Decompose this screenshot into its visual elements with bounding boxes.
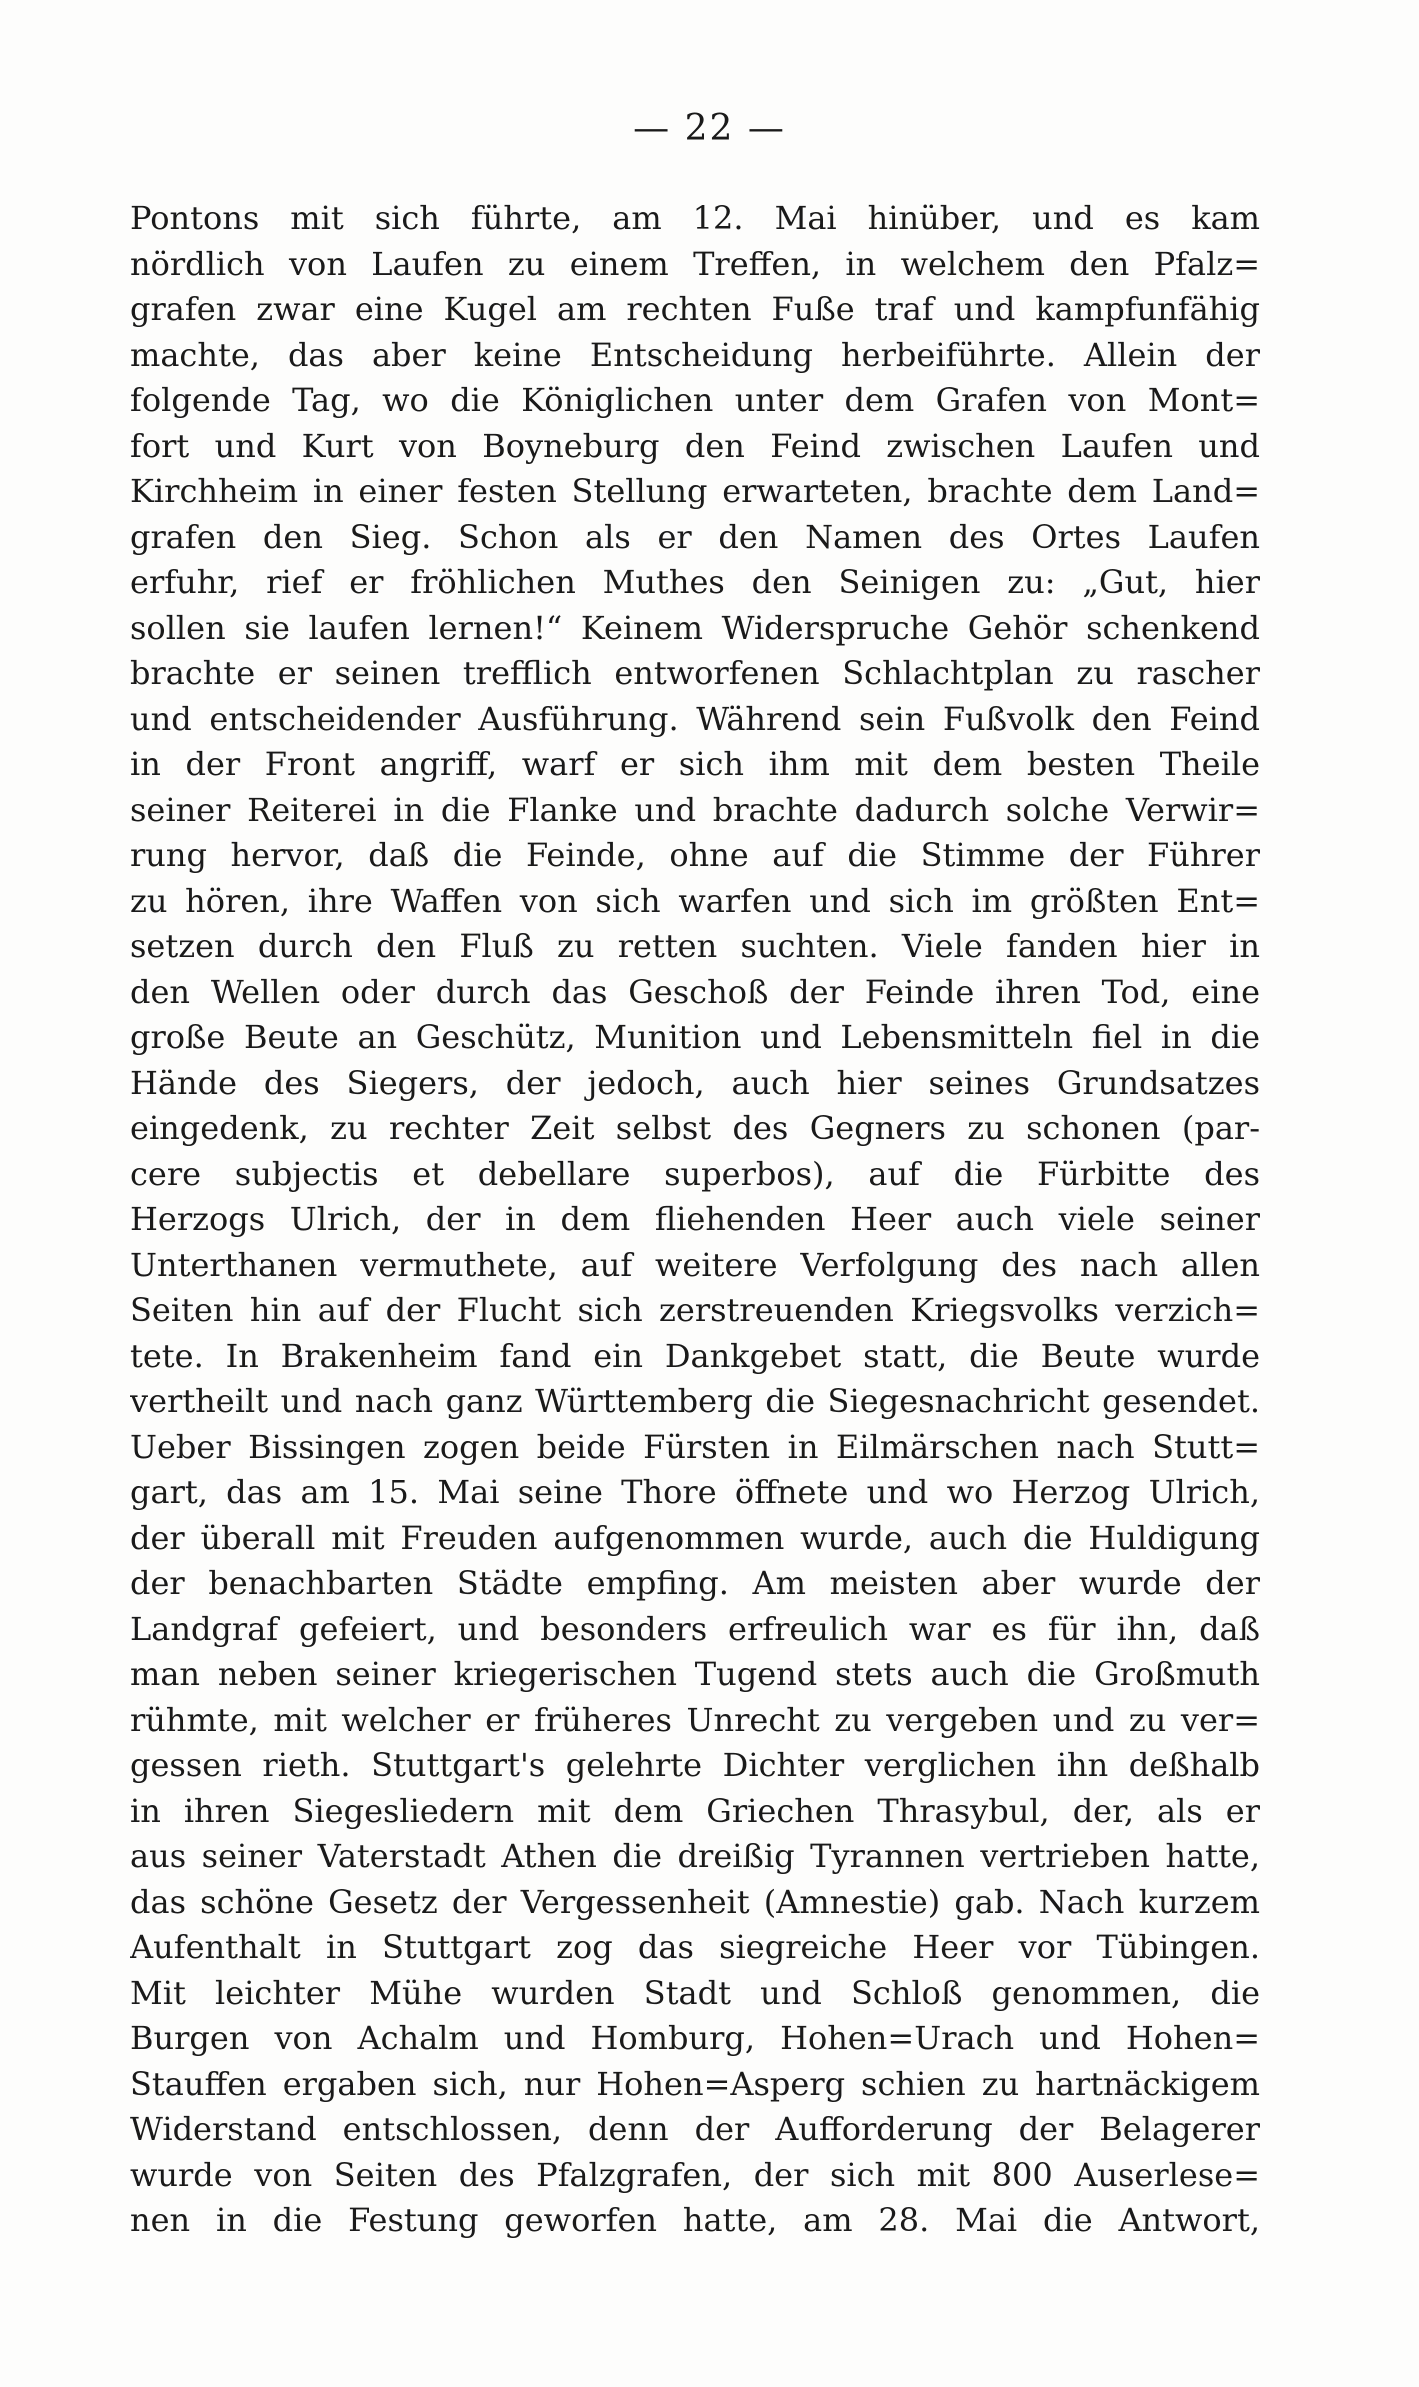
text-line: Aufenthalt in Stuttgart zog das siegreiche Heer vor Tübingen.: [130, 1928, 1260, 1966]
text-line: Mit leichter Mühe wurden Stadt und Schloß genommen, die: [130, 1973, 1260, 2012]
text-line: Burgen von Achalm und Homburg, Hohen=Urach und Hohen=: [130, 2019, 1260, 2057]
text-line: rühmte, mit welcher er früheres Unrecht zu vergeben und zu ver=: [130, 1700, 1260, 1739]
text-line: grafen zwar eine Kugel am rechten Fuße traf und kampfunfähig: [130, 290, 1260, 328]
text-line: man neben seiner kriegerischen Tugend stets auch die Großmuth: [130, 1655, 1260, 1693]
text-line: den Wellen oder durch das Geschoß der Feinde ihren Tod, eine: [130, 972, 1260, 1011]
text-line: machte, das aber keine Entscheidung herbeiführte. Allein der: [130, 335, 1260, 374]
text-line: Ueber Bissingen zogen beide Fürsten in Eilmärschen nach Stutt=: [130, 1427, 1260, 1466]
text-line: cere subjectis et debellare superbos), auf die Fürbitte des: [130, 1154, 1260, 1193]
text-line: große Beute an Geschütz, Munition und Lebensmitteln fiel in die: [130, 1018, 1260, 1056]
text-line: Hände des Siegers, der jedoch, auch hier seines Grundsatzes: [130, 1063, 1260, 1102]
text-line: Kirchheim in einer festen Stellung erwarteten, brachte dem Land=: [130, 472, 1260, 510]
text-line: und entscheidender Ausführung. Während sein Fußvolk den Feind: [130, 699, 1260, 738]
page-number: — 22 —: [633, 108, 786, 149]
text-line: in ihren Siegesliedern mit dem Griechen Thrasybul, der, als er: [130, 1791, 1260, 1830]
text-line: setzen durch den Fluß zu retten suchten. Viele fanden hier in: [130, 927, 1260, 965]
text-line: wurde von Seiten des Pfalzgrafen, der sich mit 800 Auserlese=: [130, 2155, 1260, 2194]
text-line: Unterthanen vermuthete, auf weitere Verfolgung des nach allen: [130, 1245, 1260, 1284]
text-line: seiner Reiterei in die Flanke und brachte dadurch solche Verwir=: [130, 790, 1260, 829]
text-line: nördlich von Laufen zu einem Treffen, in welchem den Pfalz=: [130, 244, 1260, 283]
text-line: aus seiner Vaterstadt Athen die dreißig Tyrannen vertrieben hatte,: [130, 1837, 1260, 1875]
text-line: brachte er seinen trefflich entworfenen Schlachtplan zu rascher: [130, 654, 1260, 692]
text-line: folgende Tag, wo die Königlichen unter dem Grafen von Mont=: [130, 381, 1260, 419]
text-line: Widerstand entschlossen, denn der Aufforderung der Belagerer: [130, 2110, 1260, 2148]
body-text: [130, 196, 1260, 2244]
text-line: tete. In Brakenheim fand ein Dankgebet statt, die Beute wurde: [130, 1336, 1260, 1375]
text-line: Seiten hin auf der Flucht sich zerstreuenden Kriegsvolks verzich=: [130, 1291, 1260, 1329]
text-line: Stauffen ergaben sich, nur Hohen=Asperg schien zu hartnäckigem: [130, 2064, 1260, 2103]
text-line: der benachbarten Städte empfing. Am meisten aber wurde der: [130, 1564, 1260, 1602]
text-line: das schöne Gesetz der Vergessenheit (Amnestie) gab. Nach kurzem: [130, 1882, 1260, 1921]
text-line: grafen den Sieg. Schon als er den Namen des Ortes Laufen: [130, 517, 1260, 556]
text-line: vertheilt und nach ganz Württemberg die Siegesnachricht gesendet.: [130, 1382, 1260, 1420]
text-line: erfuhr, rief er fröhlichen Muthes den Seinigen zu: „Gut, hier: [130, 563, 1260, 601]
text-line: der überall mit Freuden aufgenommen wurde, auch die Huldigung: [130, 1518, 1260, 1557]
text-line: Herzogs Ulrich, der in dem fliehenden Heer auch viele seiner: [130, 1200, 1260, 1238]
text-line: fort und Kurt von Boyneburg den Feind zwischen Laufen und: [130, 426, 1260, 465]
text-line: sollen sie laufen lernen!“ Keinem Widerspruche Gehör schenkend: [130, 608, 1260, 647]
text-line: nen in die Festung geworfen hatte, am 28. Mai die Antwort,: [130, 2201, 1260, 2239]
text-line: rung hervor, daß die Feinde, ohne auf die Stimme der Führer: [130, 836, 1260, 874]
text-line: gessen rieth. Stuttgart's gelehrte Dichter verglichen ihn deßhalb: [130, 1746, 1260, 1784]
text-line: Pontons mit sich führte, am 12. Mai hinüber, und es kam: [130, 199, 1260, 237]
text-line: gart, das am 15. Mai seine Thore öffnete und wo Herzog Ulrich,: [130, 1473, 1260, 1511]
text-line: in der Front angriff, warf er sich ihm mit dem besten Theile: [130, 745, 1260, 783]
text-line: eingedenk, zu rechter Zeit selbst des Gegners zu schonen (par-: [130, 1109, 1260, 1147]
text-line: Landgraf gefeiert, und besonders erfreulich war es für ihn, daß: [130, 1609, 1260, 1648]
text-line: zu hören, ihre Waffen von sich warfen und sich im größten Ent=: [130, 881, 1260, 920]
